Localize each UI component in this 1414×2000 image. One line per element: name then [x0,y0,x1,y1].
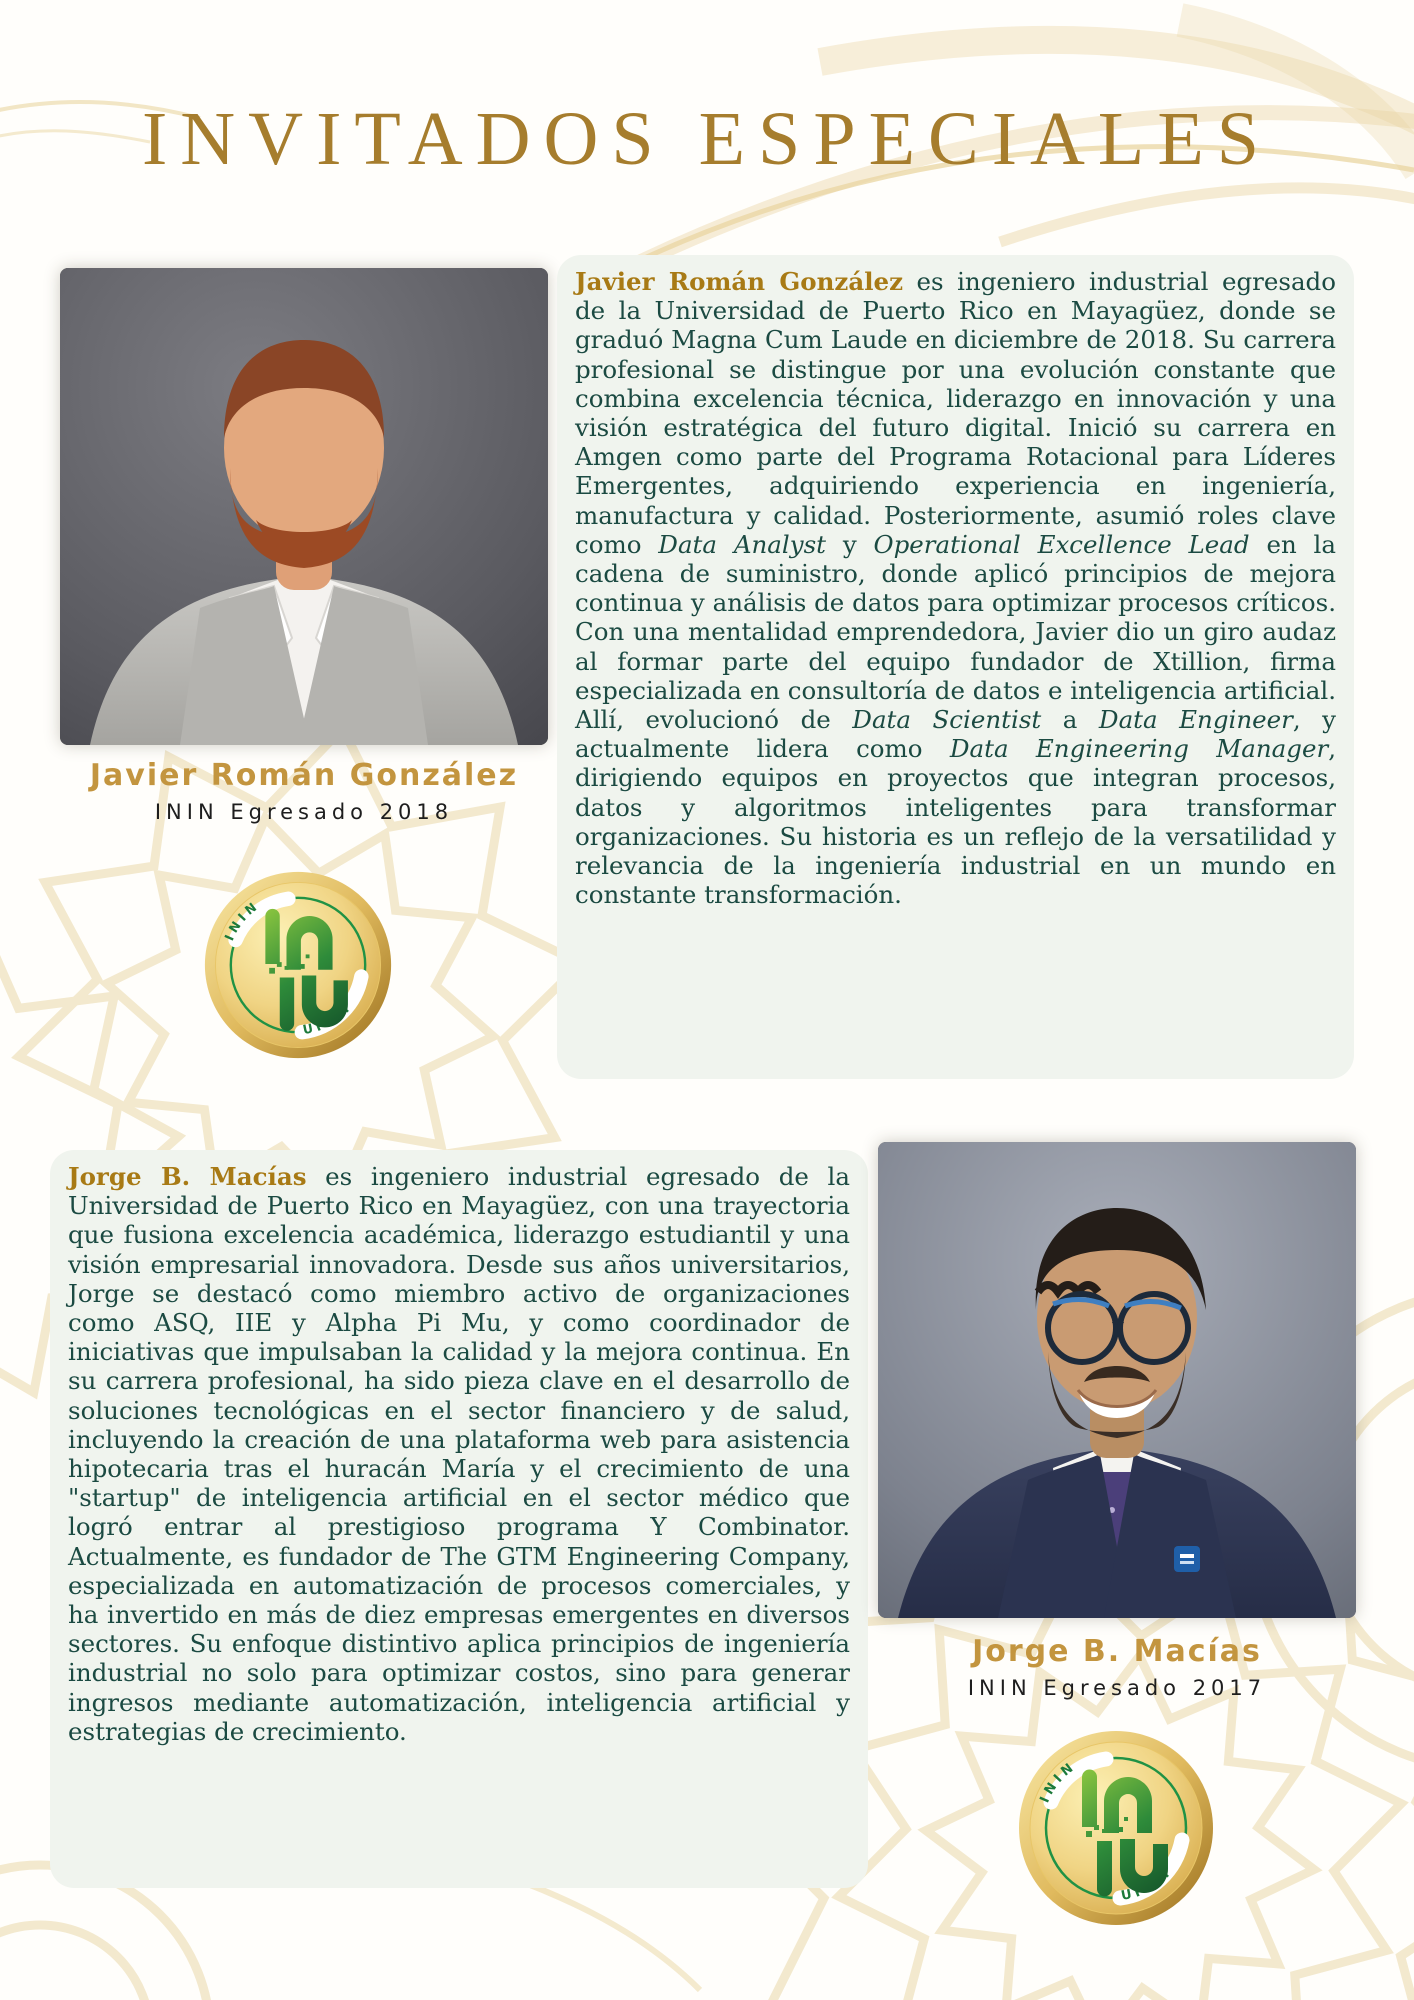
bio-text: Javier Román González es ingeniero industrial egresado de la Universidad de Puerto Rico en Mayagüez, donde se graduó Magna Cum Laude en diciembre de 2018. Su carrera profesional se distingue por una evolución constante que combina excelencia técnica, liderazgo en innovación y una visión estratégica del futuro digital. Inició su carrera en Amgen como parte del Programa Rotacional para Líderes Emergentes, adquiriendo experiencia en ingeniería, manufactura y calidad. Posteriormente, asumió roles clave como Data Analyst y Operational Excellence Lead en la cadena de suministro, donde aplicó principios de mejora continua y análisis de datos para optimizar procesos críticos. Con una mentalidad emprendedora, Javier dio un giro audaz al formar parte del equipo fundador de Xtillion, firma especializada en consultoría de datos e inteligencia artificial. Allí, evolucionó de Data Scientist a Data Engineer, y actualmente lidera como Data Engineering Manager, dirigiendo equipos en proyectos que integran procesos, datos y algoritmos inteligentes para transformar organizaciones. Su historia es un reflejo de la versatilidad y relevancia de la ingeniería industrial en un mundo en constante transformación. [575,267,1337,910]
profile-photo-jorge [878,1142,1356,1618]
profile-caption-javier [40,758,568,824]
profile-name: Javier Román González [89,758,519,793]
profile-subtitle: ININ Egresado 2017 [967,1676,1267,1700]
profile-photo-javier [60,268,548,745]
bio-card-javier [557,255,1354,1079]
inin-uprm-coin-logo [1016,1728,1216,1928]
bio-card-jorge [50,1150,868,1888]
portrait-illustration-javier [60,268,548,745]
portrait-illustration-jorge [878,1142,1356,1618]
bio-text: Jorge B. Macías es ingeniero industrial egresado de la Universidad de Puerto Rico en Mayagüez, con una trayectoria que fusiona excelencia académica, liderazgo estudiantil y una visión empresarial innovadora. Desde sus años universitarios, Jorge se destacó como miembro activo de organizaciones como ASQ, IIE y Alpha Pi Mu, y como coordinador de iniciativas que impulsaban la calidad y la mejora continua. En su carrera profesional, ha sido pieza clave en el desarrollo de soluciones tecnológicas en el sector financiero y de salud, incluyendo la creación de una plataforma web para asistencia hipotecaria tras el huracán María y el crecimiento de una "startup" de inteligencia artificial en el sector médico que logró entrar al prestigioso programa Y Combinator. Actualmente, es fundador de The GTM Engineering Company, especializada en automatización de procesos comerciales, y ha invertido en más de diez empresas emergentes en diversos sectores. Su enfoque distintivo aplica principios de ingeniería industrial no solo para optimizar costos, sino para generar ingresos mediante automatización, inteligencia artificial y estrategias de crecimiento. [68,1162,850,1746]
page-title: INVITADOS ESPECIALES [141,97,1273,181]
profile-subtitle: ININ Egresado 2018 [154,800,454,824]
inin-uprm-coin-logo [202,869,394,1061]
profile-caption-jorge [858,1634,1376,1700]
profile-name: Jorge B. Macías [972,1634,1262,1669]
